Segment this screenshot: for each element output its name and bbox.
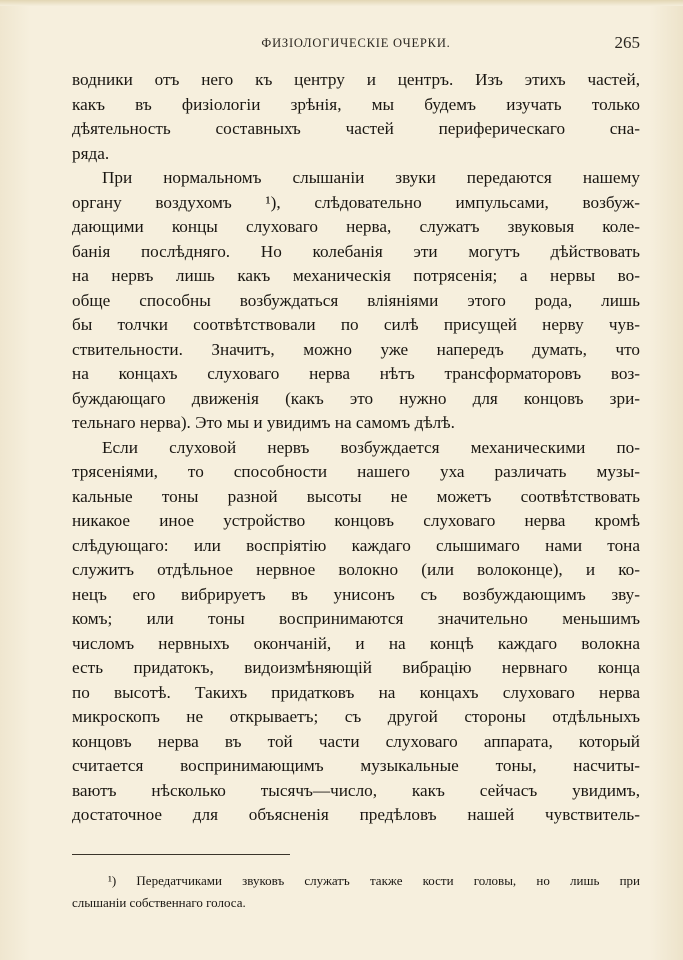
text-line: кальные тоны разной высоты не можетъ соотвѣтствовать — [72, 486, 640, 506]
text-line: Если слуховой нервъ возбуждается механическими по- — [102, 437, 640, 457]
running-head — [72, 33, 640, 55]
page-number: 265 — [614, 33, 640, 52]
text-line: бы толчки соотвѣтствовали по силѣ присущей нерву чув- — [72, 315, 640, 334]
text-line: никакое иное устройство концовъ слуховаго нерва кромѣ — [72, 511, 640, 530]
text-line: банія послѣдняго. Но колебанія эти могутъ дѣйствовать — [72, 241, 640, 261]
running-title: ФИЗІОЛОГИЧЕСКІЕ ОЧЕРКИ. — [261, 36, 451, 50]
text-line: дающими концы слуховаго нерва, служатъ звуковыя коле- — [72, 217, 640, 236]
text-line: обще способны возбуждаться вліяніями этого рода, лишь — [72, 290, 640, 310]
text-line: ряда. — [72, 143, 110, 163]
footnote-line: ¹) Передатчиками звуковъ служатъ также кости головы, но лишь при — [108, 873, 640, 888]
text-line: трясеніями, то способности нашего уха различать музы- — [72, 462, 640, 481]
text-line: есть придатокъ, видоизмѣняющій вибрацію нервнаго конца — [72, 658, 640, 677]
footnote-rule — [72, 854, 290, 855]
text-line: нецъ его вибрируетъ въ унисонъ съ возбуждающимъ зву- — [72, 584, 640, 604]
text-line: числомъ нервныхъ окончаній, и на концѣ каждаго волокна — [72, 633, 640, 653]
footnote — [72, 870, 640, 914]
text-line: буждающаго движенія (какъ это нужно для концовъ зри- — [72, 388, 640, 408]
text-line: водники отъ него къ центру и центръ. Изъ этихъ частей, — [72, 70, 640, 89]
text-line: по высотѣ. Такихъ придатковъ на концахъ слуховаго нерва — [72, 682, 640, 702]
footnote-line: слышаніи собственнаго голоса. — [72, 895, 246, 910]
text-line: служитъ отдѣльное нервное волокно (или волоконце), и ко- — [72, 560, 640, 579]
text-line: При нормальномъ слышаніи звуки передаются нашему — [102, 168, 640, 187]
text-line: органу воздухомъ ¹), слѣдовательно импульсами, возбуж- — [72, 192, 640, 212]
page-top-edge — [0, 0, 683, 6]
body-text — [72, 68, 640, 828]
text-line: ствительности. Значитъ, можно уже напередъ думать, что — [72, 339, 640, 359]
text-line: ваютъ нѣсколько тысячъ—число, какъ сейчасъ увидимъ, — [72, 780, 640, 800]
text-line: на нервъ лишь какъ механическія потрясенія; а нервы во- — [72, 266, 640, 285]
text-line: тельнаго нерва). Это мы и увидимъ на самомъ дѣлѣ. — [72, 413, 455, 432]
text-line: комъ; или тоны воспринимаются значительно меньшимъ — [72, 609, 640, 628]
text-line: считается воспринимающимъ музыкальные тоны, насчиты- — [72, 756, 640, 775]
text-line: достаточное для объясненія предѣловъ нашей чувствитель- — [72, 805, 640, 824]
text-line: дѣятельность составныхъ частей периферическаго сна- — [72, 119, 640, 138]
text-line: микроскопъ не открываетъ; съ другой стороны отдѣльныхъ — [72, 707, 640, 726]
text-line: на концахъ слуховаго нерва нѣтъ трансформаторовъ воз- — [72, 364, 640, 383]
text-line: слѣдующаго: или воспріятію каждаго слышимаго нами тона — [72, 535, 640, 555]
text-line: какъ въ физіологіи зрѣнія, мы будемъ изучать только — [72, 94, 640, 114]
text-line: концовъ нерва въ той части слуховаго аппарата, который — [72, 731, 640, 751]
